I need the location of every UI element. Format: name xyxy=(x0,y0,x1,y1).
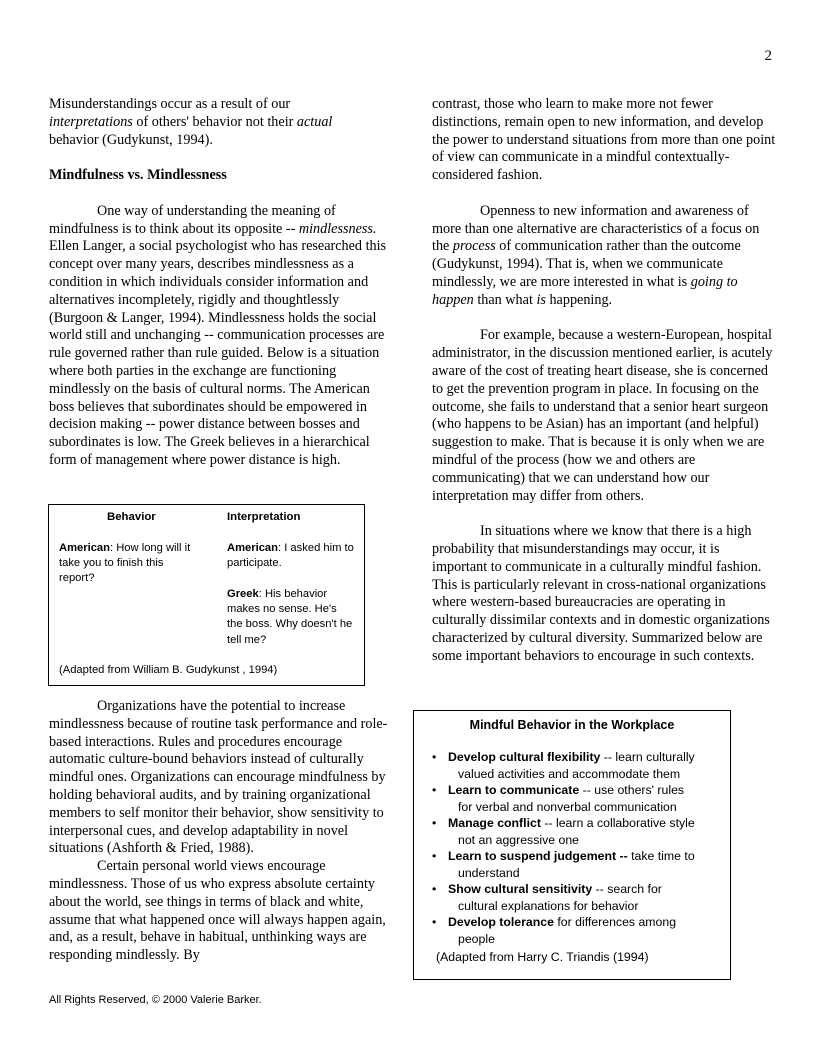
bullet-icon: • xyxy=(432,915,437,929)
behavior-header: Behavior xyxy=(107,511,156,523)
left-para-3: Organizations have the potential to increase mindlessness because of routine task performance and role-based interactions. Rules and procedures encourage automatic culture-bound behaviors instead of culturally mindful ones. Organizations can encourage mindfulness by holding behavioral audits, and by training organizational members to self monitor their behavior, show sensitivity to interpersonal cues, and develop adaptability in novel situations (Ashforth & Fried, 1988). xyxy=(49,698,388,857)
left-para-1: Misunderstandings occur as a result of our interpretations of others' behavior not their actual behavior (Gudykunst, 1994). xyxy=(49,96,333,148)
list-item: • Develop tolerance for differences among people xyxy=(432,915,677,946)
list-item: • Learn to suspend judgement -- take time to understand xyxy=(432,849,695,880)
list-item: • Manage conflict -- learn a collaborative style not an aggressive one xyxy=(432,816,695,847)
copyright-footer: All Rights Reserved, © 2000 Valerie Barker. xyxy=(49,994,262,1006)
american-behavior: American: How long will it take you to finish this report? xyxy=(59,542,191,585)
bullet-icon: • xyxy=(432,750,437,764)
page-number: 2 xyxy=(764,48,772,64)
mindful-behavior-box xyxy=(413,710,731,980)
mindful-box-source: (Adapted from Harry C. Triandis (1994) xyxy=(436,950,649,964)
right-column xyxy=(432,96,777,666)
bullet-icon: • xyxy=(432,816,437,830)
list-item: • Show cultural sensitivity -- search for cultural explanations for behavior xyxy=(432,882,662,913)
right-para-3: For example, because a western-European, hospital administrator, in the discussion mentioned earlier, is acutely aware of the cost of treating heart disease, she is concerned to get the prevention program in place. In focusing on the outcome, she fails to understand that a senior heart surgeon (who happens to be Asian) has an important (and helpful) suggestion to make. That is because it is only when we are mindful of the process (how we and others are communicating) that we can understand how our interpretation may differ from others. xyxy=(432,327,773,504)
american-interpretation: American: I asked him to participate. xyxy=(227,542,354,570)
left-column-top xyxy=(49,96,392,470)
left-para-4: Certain personal world views encourage mindlessness. Those of us who express absolute certainty about the world, see things in terms of black and white, assume that what happened once will always happen again, and, as a result, behave in habitual, unthinking ways are responding mindlessly. By xyxy=(49,858,386,964)
left-column-bottom xyxy=(49,698,392,965)
mindful-behavior-list xyxy=(432,749,724,947)
right-para-2: Openness to new information and awareness of more than one alternative are characteristics of a focus on the process of communication rather than the outcome (Gudykunst, 1994). That is, when we communicate mindlessly, we are more interested in what is going to happen than what is happening. xyxy=(432,202,760,308)
greek-interpretation: Greek: His behavior makes no sense. He's the boss. Why doesn't he tell me? xyxy=(227,588,353,646)
bullet-icon: • xyxy=(432,783,437,797)
table-source: (Adapted from William B. Gudykunst , 1994) xyxy=(59,664,278,676)
left-para-2: One way of understanding the meaning of mindfulness is to think about its opposite -- mindlessness. Ellen Langer, a social psychologist who has researched this concept over many years, describes mindlessness as a condition in which individuals consider information and alternatives incompletely, rigidly and thoughtlessly (Burgoon & Langer, 1994). Mindlessness holds the social world still and unchanging -- communication processes are rule governed rather than rule guided. Below is a situation where both parties in the exchange are functioning mindlessly on the basis of cultural norms. The American boss believes that subordinates should be empowered in decision making -- power distance between bosses and subordinates is low. The Greek believes in a hierarchical form of management where power distance is high. xyxy=(49,202,387,468)
mindful-box-title: Mindful Behavior in the Workplace xyxy=(469,718,675,732)
bullet-icon: • xyxy=(432,849,437,863)
list-item: • Learn to communicate -- use others' rules for verbal and nonverbal communication xyxy=(432,783,685,814)
behavior-interpretation-box xyxy=(48,504,365,686)
right-para-4: In situations where we know that there is a high probability that misunderstandings may occur, it is important to communicate in a culturally mindful fashion. This is particularly relevant in cross-national organizations where western-based bureaucracies are operating in culturally dissimilar contexts and in domestic organizations characterized by cultural diversity. Summarized below are some important behaviors to encourage in such contexts. xyxy=(432,523,770,664)
section-heading: Mindfulness vs. Mindlessness xyxy=(49,167,227,184)
interpretation-header: Interpretation xyxy=(227,511,301,523)
bullet-icon: • xyxy=(432,882,437,896)
list-item: • Develop cultural flexibility -- learn culturally valued activities and accommodate them xyxy=(432,750,695,781)
right-para-1: contrast, those who learn to make more not fewer distinctions, remain open to new information, and develop the power to understand situations from more than one point of view can communicate in a mindful contextually-considered fashion. xyxy=(432,96,776,184)
